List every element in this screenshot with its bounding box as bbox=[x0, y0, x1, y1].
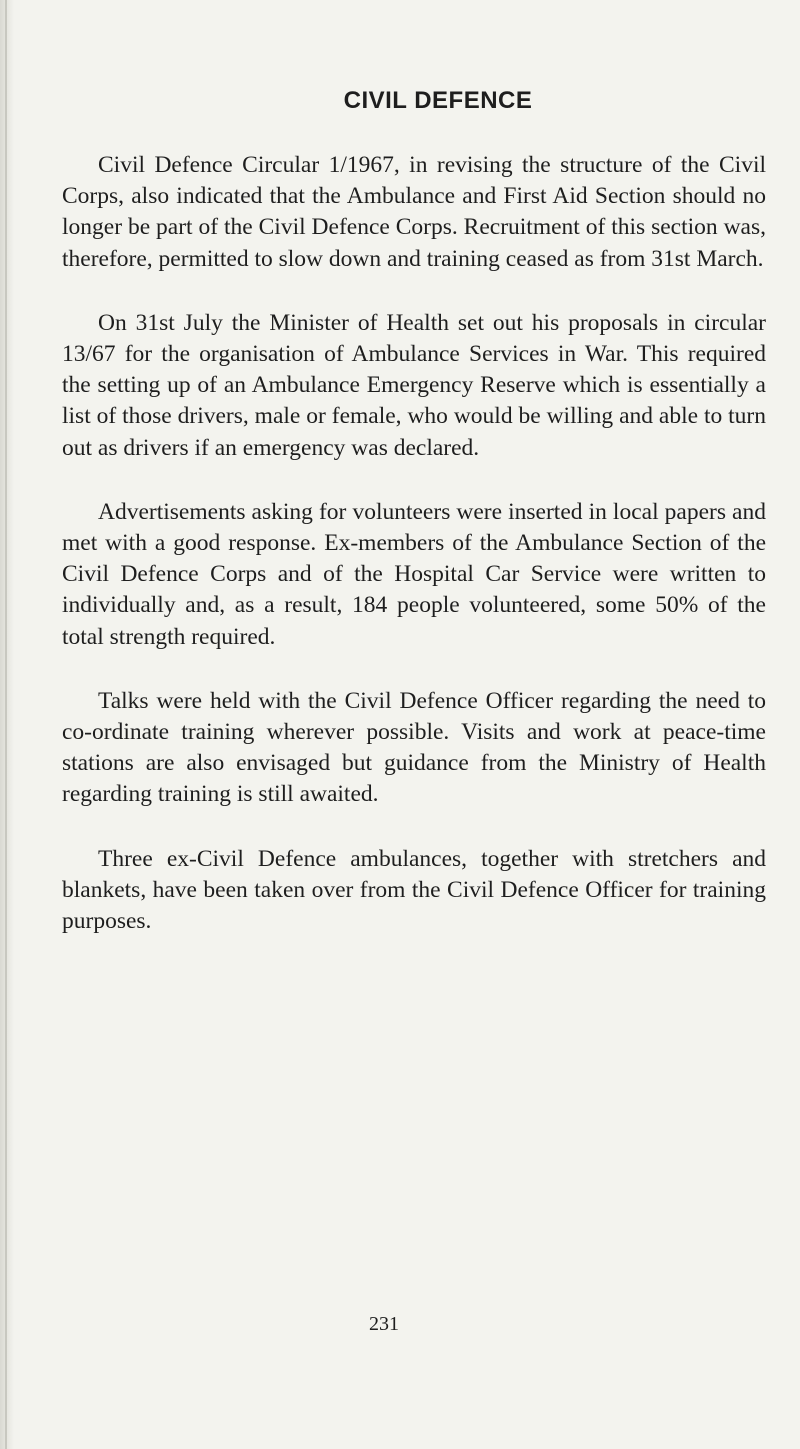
page-binding-edge bbox=[0, 0, 14, 1449]
paragraph-5: Three ex-Civil Defence ambulances, together with stretchers and blankets, have been taken over from the Civil Defence Officer for training purposes. bbox=[62, 845, 766, 935]
page-heading: CIVIL DEFENCE bbox=[343, 87, 533, 114]
document-page bbox=[62, 86, 766, 970]
page-number: 231 bbox=[369, 1313, 399, 1335]
paragraph-2: On 31st July the Minister of Health set out his proposals in circular 13/67 for the organisation of Ambulance Services in War. This required the setting up of an Ambulance Emergency Reserve which is essentially a list of those drivers, male or female, who would be willing and able to turn out as drivers if an emergency was declared. bbox=[62, 309, 766, 461]
paragraph-4: Talks were held with the Civil Defence Officer regarding the need to co-ordinate training wherever possible. Visits and work at peace-time stations are also envisaged but guidance from the Ministry of Health regarding training is still awaited. bbox=[62, 687, 766, 808]
paragraph-3: Advertisements asking for volunteers were inserted in local papers and met with a good response. Ex-members of the Ambulance Section of the Civil Defence Corps and of the Hospital Car Service were written to individually and, as a result, 184 people volunteered, some 50% of the total strength required. bbox=[62, 498, 766, 650]
paragraph-1: Civil Defence Circular 1/1967, in revising the structure of the Civil Corps, also indicated that the Ambulance and First Aid Section should no longer be part of the Civil Defence Corps. Recruitment of this section was, therefore, permitted to slow down and training ceased as from 31st March. bbox=[62, 152, 766, 272]
